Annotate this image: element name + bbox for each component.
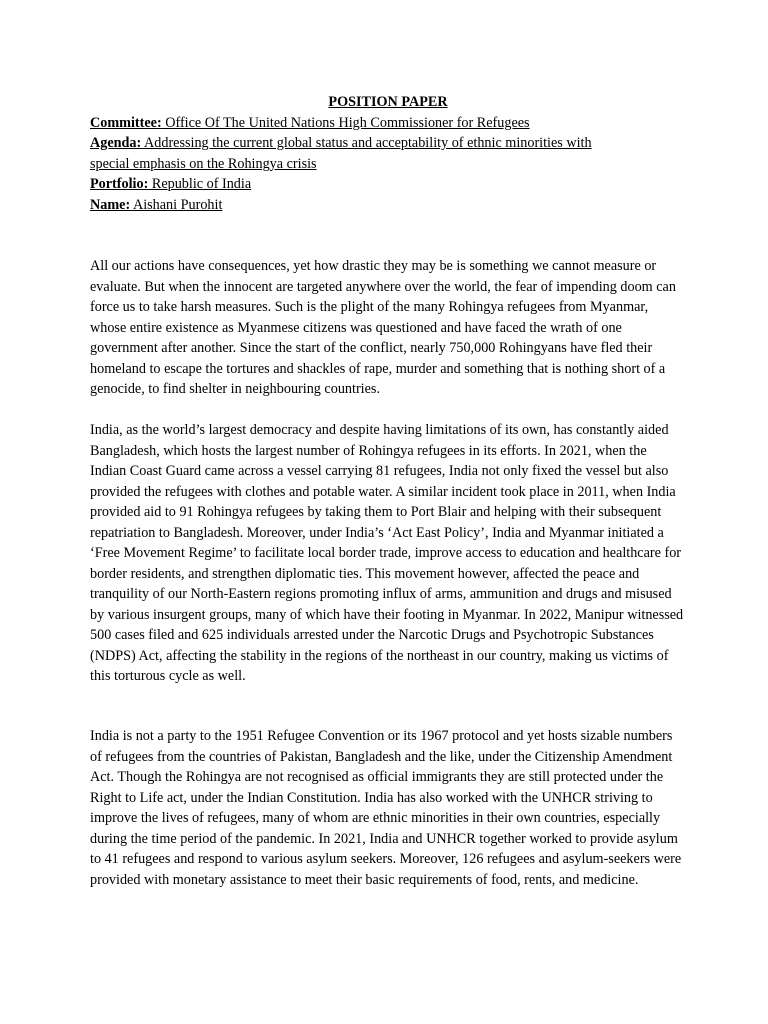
committee-label: Committee: [90,114,162,131]
portfolio-value: Republic of India [148,176,252,192]
committee-value: Office Of The United Nations High Commissioner for Refugees [161,114,530,131]
agenda-line [90,133,600,174]
name-value: Aishani Purohit [130,196,223,213]
portfolio-label: Portfolio: [90,176,149,192]
portfolio-line [90,174,686,195]
name-line [90,195,686,216]
document-title: POSITION PAPER [328,94,448,110]
agenda-value: Addressing the current global status and acceptability of ethnic minorities with special emphasis on the Rohingya crisis [90,135,592,172]
body-paragraph: All our actions have consequences, yet how drastic they may be is something we cannot measure or evaluate. But when the innocent are targeted anywhere over the world, the fear of impending doom can force us to take harsh measures. Such is the plight of the many Rohingya refugees from Myanmar, whose entire existence as Myanmese citizens was questioned and have faced the wrath of one government after another. Since the start of the conflict, nearly 750,000 Rohingyans have fled their homeland to escape the tortures and shackles of rape, murder and something that is nothing short of a genocide, to find shelter in neighbouring countries. [90,258,676,397]
document-header [90,92,686,215]
agenda-label: Agenda: [90,135,142,151]
committee-line [90,113,686,134]
body-paragraph: India, as the world’s largest democracy and despite having limitations of its own, has constantly aided Bangladesh, which hosts the largest number of Rohingya refugees in its efforts. In 2021, when the Indian Coast Guard came across a vessel carrying 81 refugees, India not only fixed the vessel but also provided the refugees with clothes and potable water. A similar incident took place in 2011, when India provided aid to 91 Rohingya refugees by taking them to Port Blair and helping with their subsequent repatriation to Bangladesh. Moreover, under India’s ‘Act East Policy’, India and Myanmar initiated a ‘Free Movement Regime’ to facilitate local border trade, improve access to education and healthcare for border residents, and strengthen diplomatic ties. This movement however, affected the peace and tranquility of our North-Eastern regions promoting influx of arms, ammunition and drugs and misused by various insurgent groups, many of which have their footing in Myanmar. In 2022, Manipur witnessed 500 cases filed and 625 individuals arrested under the Narcotic Drugs and Psychotropic Substances (NDPS) Act, affecting the stability in the regions of the northeast in our country, making us victims of this torturous cycle as well. [90,422,684,684]
name-label: Name: [90,196,131,213]
body-paragraph: India is not a party to the 1951 Refugee Convention or its 1967 protocol and yet hosts sizable numbers of refugees from the countries of Pakistan, Bangladesh and the like, under the Citizenship Amendment Act. Though the Rohingya are not recognised as official immigrants they are still protected under the Right to Life act, under the Indian Constitution. India has also worked with the UNHCR striving to improve the lives of refugees, many of whom are ethnic minorities in their own countries, especially during the time period of the pandemic. In 2021, India and UNHCR together worked to provide asylum to 41 refugees and respond to various asylum seekers. Moreover, 126 refugees and asylum-seekers were provided with monetary assistance to meet their basic requirements of food, rents, and medicine. [90,728,682,888]
